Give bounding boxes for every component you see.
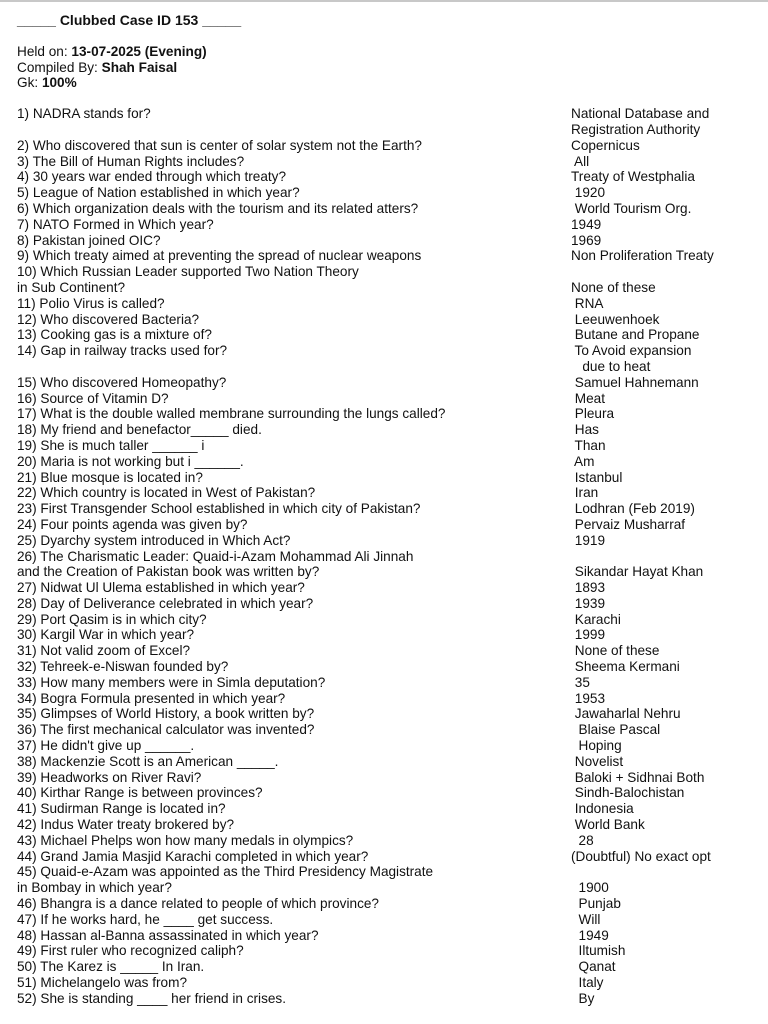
answer-line: Leeuwenhoek: [571, 311, 660, 327]
answer-line-continued: 1900: [571, 880, 609, 896]
question-text: [17, 201, 571, 217]
qa-row: [17, 549, 754, 581]
answer-line: 1969: [571, 232, 602, 248]
question-text: [17, 375, 571, 391]
answer-line: Baloki + Sidhnai Both: [571, 769, 705, 785]
answer-text: [571, 770, 754, 786]
question-text: [17, 785, 571, 801]
question-line: 23) First Transgender School established in which city of Pakistan?: [17, 501, 421, 517]
answer-line: 1920: [571, 185, 606, 201]
question-line: 38) Mackenzie Scott is an American _____.: [17, 753, 279, 769]
question-text: [17, 533, 571, 549]
question-line: 11) Polio Virus is called?: [17, 295, 165, 311]
qa-row: [17, 138, 754, 154]
answer-line: To Avoid expansion: [571, 343, 692, 359]
question-line: 13) Cooking gas is a mixture of?: [17, 327, 212, 343]
answer-text: [571, 722, 754, 738]
answer-line: Karachi: [571, 611, 621, 627]
answer-text: [571, 817, 754, 833]
question-line: 24) Four points agenda was given by?: [17, 516, 248, 532]
question-line: 17) What is the double walled membrane surrounding the lungs called?: [17, 406, 446, 422]
answer-line: Butane and Propane: [571, 327, 700, 343]
answer-text: [571, 659, 754, 675]
qa-row: [17, 864, 754, 896]
question-line: 21) Blue mosque is located in?: [17, 469, 203, 485]
qa-row: [17, 438, 754, 454]
question-line: 5) League of Nation established in which year?: [17, 185, 300, 201]
answer-text: [571, 106, 754, 138]
answer-line: Meat: [571, 390, 605, 406]
question-text: [17, 833, 571, 849]
qa-row: [17, 233, 754, 249]
answer-line-continued: Registration Authority: [571, 121, 701, 137]
answer-line: Iran: [571, 485, 599, 501]
qa-row: [17, 943, 754, 959]
answer-text: [571, 849, 754, 865]
answer-line: Sindh-Balochistan: [571, 785, 685, 801]
question-line: 18) My friend and benefactor_____ died.: [17, 422, 262, 438]
question-line: 1) NADRA stands for?: [17, 106, 151, 122]
answer-text: [571, 801, 754, 817]
qa-row: [17, 485, 754, 501]
question-text: [17, 438, 571, 454]
question-line: 32) Tehreek-e-Niswan founded by?: [17, 659, 229, 675]
question-text: [17, 801, 571, 817]
answer-text: [571, 517, 754, 533]
question-text: [17, 991, 571, 1007]
answer-text: [571, 943, 754, 959]
question-line-continued: and the Creation of Pakistan book was written by?: [17, 564, 320, 580]
question-line: 10) Which Russian Leader supported Two Nation Theory: [17, 264, 359, 280]
question-text: [17, 675, 571, 691]
question-line: 33) How many members were in Simla deputation?: [17, 674, 326, 690]
answer-line: Samuel Hahnemann: [571, 374, 699, 390]
answer-line: Will: [571, 911, 601, 927]
question-line: 4) 30 years war ended through which treaty?: [17, 169, 287, 185]
question-text: [17, 217, 571, 233]
question-text: [17, 722, 571, 738]
answer-line: Lodhran (Feb 2019): [571, 501, 695, 517]
question-text: [17, 406, 571, 422]
qa-row: [17, 912, 754, 928]
answer-line: Sheema Kermani: [571, 659, 680, 675]
qa-row: [17, 801, 754, 817]
question-line: 14) Gap in railway tracks used for?: [17, 343, 228, 359]
question-line: 51) Michelangelo was from?: [17, 975, 188, 991]
qa-row: [17, 517, 754, 533]
answer-line-continued: Sikandar Hayat Khan: [571, 564, 704, 580]
question-text: [17, 943, 571, 959]
question-line: 27) Nidwat Ul Ulema established in which year?: [17, 580, 305, 596]
question-line: 36) The first mechanical calculator was invented?: [17, 722, 315, 738]
answer-text: [571, 785, 754, 801]
answer-text: [571, 343, 754, 375]
qa-row: [17, 975, 754, 991]
answer-line: [571, 864, 754, 880]
question-line: 25) Dyarchy system introduced in Which Act?: [17, 532, 291, 548]
answer-text: [571, 422, 754, 438]
answer-line: Has: [571, 422, 599, 438]
question-line-continued: in Bombay in which year?: [17, 880, 172, 896]
gk-label: Gk:: [17, 75, 42, 91]
answer-line: 35: [571, 674, 590, 690]
question-text: [17, 185, 571, 201]
question-line: 40) Kirthar Range is between provinces?: [17, 785, 263, 801]
compiled-by-line: [17, 60, 754, 76]
answer-line: Istanbul: [571, 469, 623, 485]
answer-text: [571, 627, 754, 643]
answer-text: [571, 738, 754, 754]
answer-line: All: [571, 153, 590, 169]
answer-line: 1999: [571, 627, 606, 643]
spacer: [17, 91, 754, 106]
question-text: [17, 233, 571, 249]
qa-row: [17, 201, 754, 217]
answer-text: [571, 438, 754, 454]
qa-row: [17, 106, 754, 138]
answer-line: 28: [571, 832, 594, 848]
question-line: 43) Michael Phelps won how many medals in olympics?: [17, 832, 354, 848]
answer-line: Am: [571, 453, 595, 469]
answer-text: [571, 912, 754, 928]
answer-line: Treaty of Westphalia: [571, 169, 695, 185]
qa-row: [17, 675, 754, 691]
question-line: 49) First ruler who recognized caliph?: [17, 943, 244, 959]
qa-row: [17, 849, 754, 865]
question-text: [17, 470, 571, 486]
qa-row: [17, 154, 754, 170]
question-line: 12) Who discovered Bacteria?: [17, 311, 200, 327]
held-on-label: Held on:: [17, 43, 72, 59]
answer-text: [571, 549, 754, 581]
question-line: 37) He didn't give up ______.: [17, 738, 195, 754]
answer-line: RNA: [571, 295, 604, 311]
answer-line: [571, 549, 754, 565]
answer-text: [571, 991, 754, 1007]
question-line: 34) Bogra Formula presented in which year?: [17, 690, 286, 706]
question-line: 35) Glimpses of World History, a book written by?: [17, 706, 315, 722]
question-text: [17, 643, 571, 659]
qa-row: [17, 501, 754, 517]
answer-line: Blaise Pascal: [571, 722, 661, 738]
question-line: 29) Port Qasim is in which city?: [17, 611, 207, 627]
question-line: 45) Quaid-e-Azam was appointed as the Third Presidency Magistrate: [17, 864, 434, 880]
answer-text: [571, 959, 754, 975]
question-text: [17, 706, 571, 722]
question-line: 52) She is standing ____ her friend in crises.: [17, 990, 287, 1006]
question-line-continued: [17, 122, 571, 138]
qa-row: [17, 248, 754, 264]
question-text: [17, 327, 571, 343]
answer-text: [571, 975, 754, 991]
answer-text: [571, 391, 754, 407]
qa-row: [17, 264, 754, 296]
answer-line: World Tourism Org.: [571, 200, 692, 216]
answer-line: 1893: [571, 580, 606, 596]
answer-line: [571, 264, 754, 280]
answer-text: [571, 264, 754, 296]
answer-text: [571, 312, 754, 328]
answer-line: Pervaiz Musharraf: [571, 516, 686, 532]
qa-row: [17, 580, 754, 596]
question-text: [17, 501, 571, 517]
answer-line: By: [571, 990, 595, 1006]
question-text: [17, 169, 571, 185]
answer-line: World Bank: [571, 817, 645, 833]
qa-row: [17, 706, 754, 722]
gk-line: [17, 75, 754, 91]
question-text: [17, 975, 571, 991]
answer-text: [571, 233, 754, 249]
question-text: [17, 959, 571, 975]
answer-line: Copernicus: [571, 137, 640, 153]
question-text: [17, 106, 571, 138]
question-text: [17, 422, 571, 438]
answer-text: [571, 501, 754, 517]
qa-row: [17, 343, 754, 375]
question-line: 15) Who discovered Homeopathy?: [17, 374, 227, 390]
question-text: [17, 454, 571, 470]
answer-line: 1919: [571, 532, 606, 548]
answer-line: 1949: [571, 216, 602, 232]
compiled-by-label: Compiled By:: [17, 59, 102, 75]
answer-line: Non Proliferation Treaty: [571, 248, 714, 264]
question-line: 20) Maria is not working but i ______.: [17, 453, 244, 469]
question-line: 7) NATO Formed in Which year?: [17, 216, 214, 232]
qa-row: [17, 896, 754, 912]
qa-row: [17, 454, 754, 470]
answer-text: [571, 864, 754, 896]
answer-text: [571, 754, 754, 770]
question-text: [17, 896, 571, 912]
question-text: [17, 264, 571, 296]
question-text: [17, 754, 571, 770]
answer-text: [571, 470, 754, 486]
qa-row: [17, 185, 754, 201]
answer-text: [571, 643, 754, 659]
question-text: [17, 248, 571, 264]
answer-line: Jawaharlal Nehru: [571, 706, 681, 722]
qa-row: [17, 612, 754, 628]
answer-text: [571, 169, 754, 185]
answer-text: [571, 217, 754, 233]
question-line: 16) Source of Vitamin D?: [17, 390, 169, 406]
answer-line: 1953: [571, 690, 606, 706]
answer-text: [571, 928, 754, 944]
question-line: 46) Bhangra is a dance related to people of which province?: [17, 896, 379, 912]
answer-text: [571, 185, 754, 201]
qa-row: [17, 928, 754, 944]
qa-row: [17, 722, 754, 738]
qa-row: [17, 217, 754, 233]
question-line: 48) Hassan al-Banna assassinated in which year?: [17, 927, 319, 943]
question-line: 47) If he works hard, he ____ get success.: [17, 911, 274, 927]
answer-line: None of these: [571, 643, 660, 659]
qa-row: [17, 770, 754, 786]
qa-row: [17, 406, 754, 422]
question-text: [17, 864, 571, 896]
question-text: [17, 928, 571, 944]
held-on-line: [17, 44, 754, 60]
question-line-continued: in Sub Continent?: [17, 279, 126, 295]
answer-text: [571, 533, 754, 549]
qa-row: [17, 169, 754, 185]
top-border: [0, 0, 768, 2]
question-text: [17, 154, 571, 170]
answer-text: [571, 154, 754, 170]
question-text: [17, 817, 571, 833]
answer-text: [571, 896, 754, 912]
answer-text: [571, 201, 754, 217]
question-text: [17, 549, 571, 581]
answer-text: [571, 406, 754, 422]
qa-row: [17, 422, 754, 438]
answer-line: 1939: [571, 595, 606, 611]
qa-row: [17, 312, 754, 328]
question-line: 26) The Charismatic Leader: Quaid-i-Azam Mohammad Ali Jinnah: [17, 548, 414, 564]
question-text: [17, 691, 571, 707]
qa-row: [17, 785, 754, 801]
qa-row: [17, 596, 754, 612]
held-on-value: 13-07-2025 (Evening): [71, 43, 207, 59]
question-text: [17, 612, 571, 628]
question-text: [17, 312, 571, 328]
answer-line: Qanat: [571, 959, 616, 975]
answer-text: [571, 580, 754, 596]
question-text: [17, 485, 571, 501]
answer-line-continued: None of these: [571, 279, 656, 295]
answer-line: National Database and: [571, 106, 710, 122]
qa-row: [17, 296, 754, 312]
answer-text: [571, 296, 754, 312]
answer-line: Indonesia: [571, 801, 634, 817]
question-line: 42) Indus Water treaty brokered by?: [17, 817, 235, 833]
question-text: [17, 738, 571, 754]
qa-row: [17, 959, 754, 975]
question-text: [17, 580, 571, 596]
question-text: [17, 659, 571, 675]
answer-line: Iltumish: [571, 943, 626, 959]
answer-line: Than: [571, 437, 606, 453]
qa-row: [17, 817, 754, 833]
question-line: 9) Which treaty aimed at preventing the spread of nuclear weapons: [17, 248, 422, 264]
question-line: 31) Not valid zoom of Excel?: [17, 643, 191, 659]
question-answer-list: [17, 106, 754, 1006]
answer-line: Italy: [571, 975, 604, 991]
qa-row: [17, 691, 754, 707]
answer-text: [571, 706, 754, 722]
answer-line: Hoping: [571, 738, 622, 754]
qa-row: [17, 470, 754, 486]
question-text: [17, 343, 571, 375]
answer-line: 1949: [571, 927, 609, 943]
question-text: [17, 296, 571, 312]
answer-text: [571, 612, 754, 628]
gk-value: 100%: [41, 75, 77, 91]
qa-row: [17, 533, 754, 549]
answer-line-continued: due to heat: [571, 358, 651, 374]
question-text: [17, 391, 571, 407]
question-text: [17, 138, 571, 154]
question-text: [17, 517, 571, 533]
question-line: 41) Sudirman Range is located in?: [17, 801, 226, 817]
answer-text: [571, 138, 754, 154]
answer-text: [571, 485, 754, 501]
answer-line: Pleura: [571, 406, 615, 422]
answer-text: [571, 248, 754, 264]
question-line: 50) The Karez is _____ In Iran.: [17, 959, 205, 975]
question-line: 44) Grand Jamia Masjid Karachi completed in which year?: [17, 848, 369, 864]
qa-row: [17, 738, 754, 754]
question-text: [17, 770, 571, 786]
question-text: [17, 596, 571, 612]
qa-row: [17, 327, 754, 343]
qa-row: [17, 391, 754, 407]
answer-text: [571, 833, 754, 849]
qa-row: [17, 991, 754, 1007]
qa-row: [17, 643, 754, 659]
page-title: _____ Clubbed Case ID 153 _____: [17, 12, 242, 28]
qa-row: [17, 754, 754, 770]
answer-text: [571, 327, 754, 343]
question-line: 6) Which organization deals with the tourism and its related atters?: [17, 200, 419, 216]
answer-line: Novelist: [571, 753, 624, 769]
question-line: 2) Who discovered that sun is center of solar system not the Earth?: [17, 137, 422, 153]
question-line: 28) Day of Deliverance celebrated in which year?: [17, 595, 314, 611]
question-text: [17, 912, 571, 928]
qa-row: [17, 833, 754, 849]
question-line: 3) The Bill of Human Rights includes?: [17, 153, 245, 169]
question-line: 22) Which country is located in West of Pakistan?: [17, 485, 316, 501]
answer-text: [571, 691, 754, 707]
question-text: [17, 627, 571, 643]
question-text: [17, 849, 571, 865]
answer-line: Punjab: [571, 896, 621, 912]
answer-text: [571, 454, 754, 470]
compiled-by-value: Shah Faisal: [101, 59, 178, 75]
question-line: 8) Pakistan joined OIC?: [17, 232, 161, 248]
question-line: 30) Kargil War in which year?: [17, 627, 195, 643]
qa-row: [17, 659, 754, 675]
answer-line: (Doubtful) No exact opt: [571, 848, 711, 864]
answer-text: [571, 596, 754, 612]
question-line-continued: [17, 359, 571, 375]
qa-row: [17, 627, 754, 643]
qa-row: [17, 375, 754, 391]
answer-text: [571, 375, 754, 391]
question-line: 39) Headworks on River Ravi?: [17, 769, 202, 785]
answer-text: [571, 675, 754, 691]
question-line: 19) She is much taller ______ i: [17, 437, 205, 453]
